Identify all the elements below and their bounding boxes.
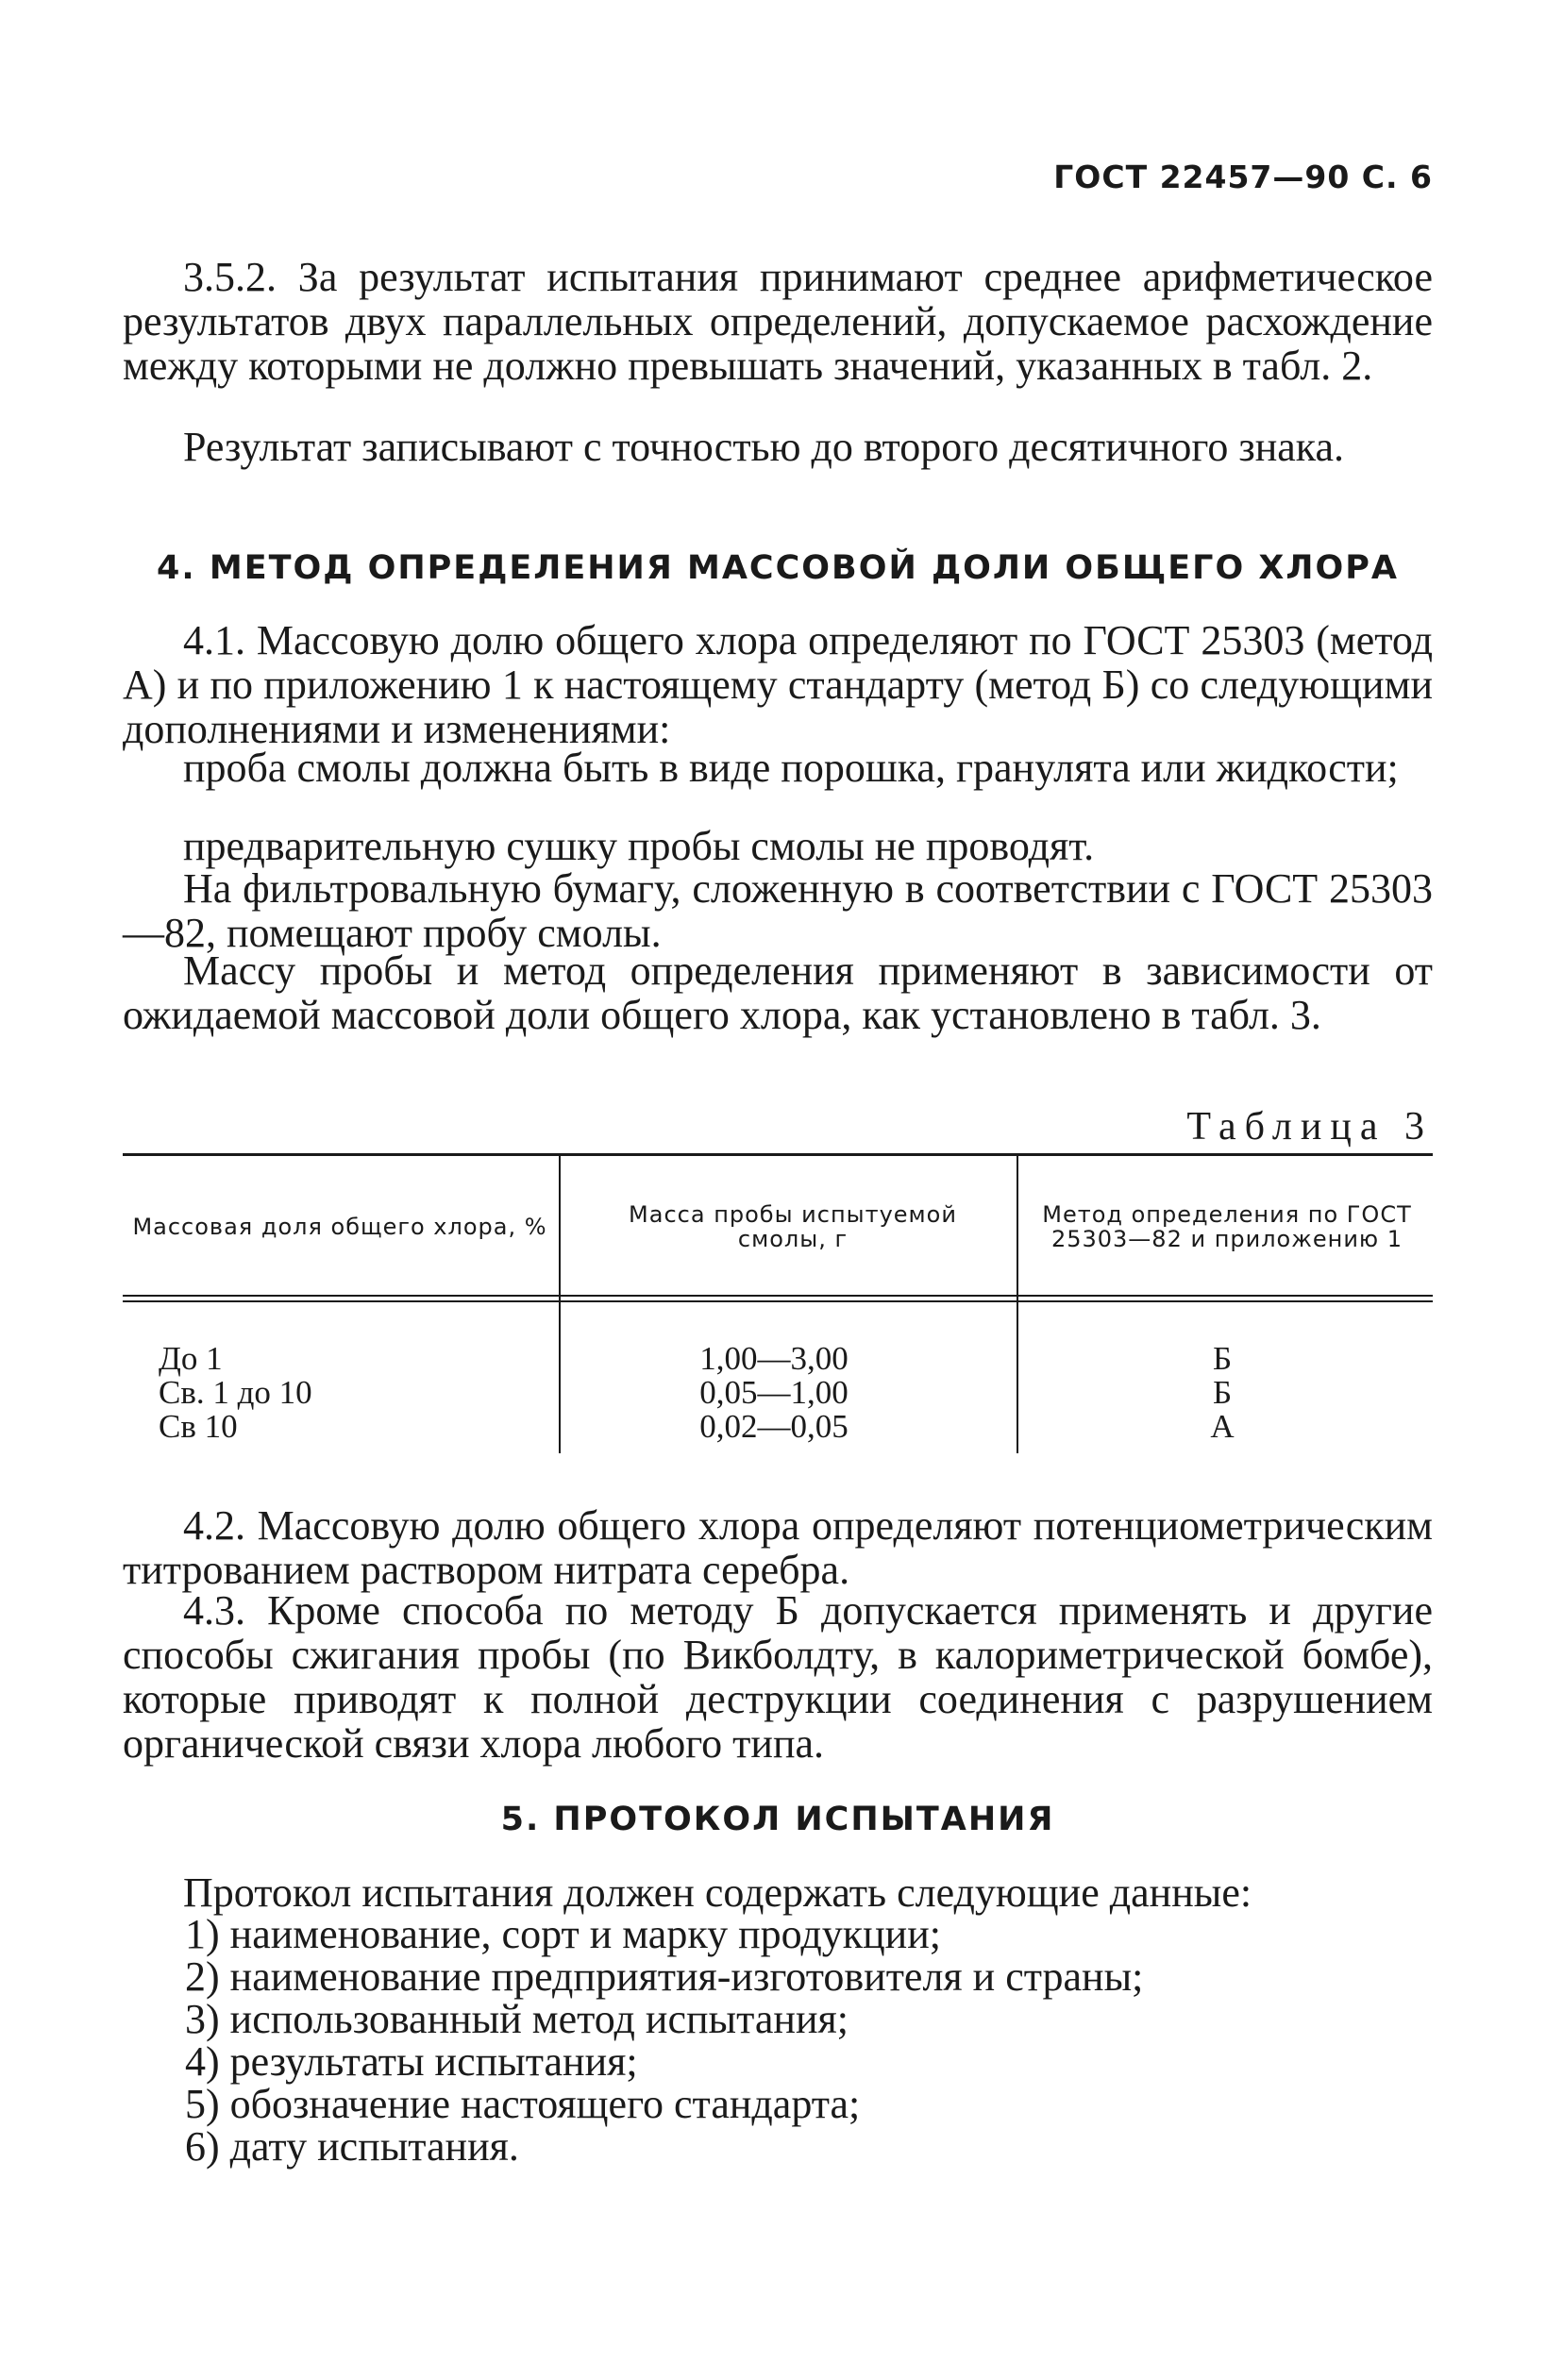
table-cell-mass-row-3: 0,02—0,05 [699, 1408, 849, 1445]
paragraph-3-5-2: 3.5.2. За результат испытания принимают среднее арифметическое результатов двух параллельных определений, допускаемое расхождение между которыми не должно превышать значений, указанных в табл. 2. [123, 254, 1433, 389]
table-cell-fraction-row-2: Св. 1 до 10 [159, 1374, 312, 1411]
table-top-rule [123, 1153, 1433, 1156]
table-cell-fraction-row-3: Св 10 [159, 1408, 238, 1445]
list-item: 1) наименование, сорт и марку продукции; [185, 1911, 942, 1957]
table-cell-mass-row-2: 0,05—1,00 [699, 1374, 849, 1411]
list-item: 3) использованный метод испытания; [185, 1996, 849, 2042]
table-header-sample-mass: Масса пробы испытуемой смолы, г [629, 1201, 957, 1252]
table-cell-method-row-2: Б [1212, 1374, 1233, 1411]
table-header-rule-double [123, 1300, 1433, 1302]
paragraph-filter-paper: На фильтровальную бумагу, сложенную в соответствии с ГОСТ 25303—82, помещают пробу смолы. [123, 865, 1433, 956]
table-column-divider-2 [1017, 1156, 1018, 1453]
table-3-caption: Таблица 3 [1186, 1105, 1433, 1148]
paragraph-sample-form: проба смолы должна быть в виде порошка, гранулята или жидкости; [183, 745, 1399, 791]
table-cell-method-row-3: А [1210, 1408, 1235, 1445]
table-cell-method-row-1: Б [1212, 1340, 1233, 1377]
table-header-rule [123, 1295, 1433, 1297]
paragraph-result-precision: Результат записывают с точностью до второго десятичного знака. [183, 424, 1345, 470]
paragraph-4-2: 4.2. Массовую долю общего хлора определяют потенциометрическим титрованием раствором нитрата серебра. [123, 1502, 1433, 1593]
paragraph-4-1: 4.1. Массовую долю общего хлора определяют по ГОСТ 25303 (метод А) и по приложению 1 к настоящему стандарту (метод Б) со следующими дополнениями и изменениями: [123, 617, 1433, 752]
list-item: 5) обозначение настоящего стандарта; [185, 2081, 861, 2127]
paragraph-protocol-intro: Протокол испытания должен содержать следующие данные: [183, 1869, 1252, 1916]
paragraph-no-drying: предварительную сушку пробы смолы не проводят. [183, 823, 1095, 869]
list-item: 6) дату испытания. [185, 2123, 519, 2170]
table-cell-mass-row-1: 1,00—3,00 [699, 1340, 849, 1377]
paragraph-4-3: 4.3. Кроме способа по методу Б допускается применять и другие способы сжигания пробы (по Викболдту, в калориметрической бомбе), которые приводят к полной деструкции соединения с разрушением органической связи хлора любого типа. [123, 1587, 1433, 1767]
list-item: 4) результаты испытания; [185, 2038, 638, 2085]
table-header-chlorine-fraction: Массовая доля общего хлора, % [132, 1214, 547, 1240]
section-5-heading: 5. ПРОТОКОЛ ИСПЫТАНИЯ [500, 1801, 1055, 1838]
table-column-divider-1 [559, 1156, 561, 1453]
section-4-heading: 4. МЕТОД ОПРЕДЕЛЕНИЯ МАССОВОЙ ДОЛИ ОБЩЕГО ХЛОРА [157, 549, 1399, 587]
table-cell-fraction-row-1: До 1 [159, 1340, 223, 1377]
paragraph-sample-mass: Массу пробы и метод определения применяют в зависимости от ожидаемой массовой доли общего хлора, как установлено в табл. 3. [123, 947, 1433, 1038]
page-header: ГОСТ 22457—90 С. 6 [1053, 159, 1433, 195]
table-header-method: Метод определения по ГОСТ 25303—82 и приложению 1 [1042, 1201, 1412, 1252]
list-item: 2) наименование предприятия-изготовителя и страны; [185, 1953, 1144, 2000]
